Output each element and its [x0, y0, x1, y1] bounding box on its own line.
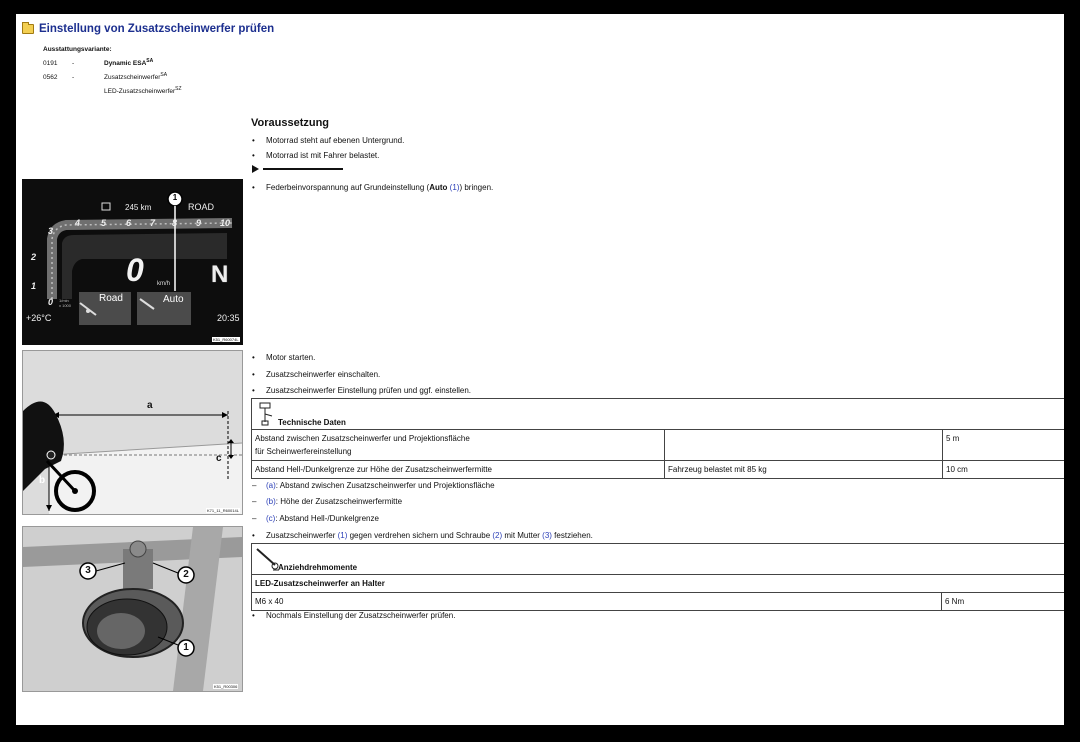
legend-a: – (a): Abstand zwischen Zusatzscheinwerfer und Projektionsfläche	[252, 481, 495, 490]
tech-row0-label1: Abstand zwischen Zusatzscheinwerfer und Projektionsfläche	[255, 434, 470, 443]
dash-tick-4: 4	[75, 218, 81, 228]
dim-label-b: b	[39, 475, 46, 486]
dash-speed: 0	[126, 252, 144, 288]
action-arrow	[252, 165, 343, 173]
torque-value: 6 Nm	[942, 593, 1065, 611]
ausstattung-sep-1: -	[72, 74, 75, 81]
voraussetzung-item-1: • Motorrad ist mit Fahrer belastet.	[252, 151, 380, 160]
legend-b: – (b): Höhe der Zusatzscheinwerfermitte	[252, 497, 403, 506]
dash-tick-1: 1	[31, 281, 37, 291]
ausstattung-name-1: Zusatzscheinwerfer$^{SA}$	[104, 72, 168, 82]
document-page	[16, 14, 1064, 725]
ausstattung-code-1: 0562	[43, 74, 58, 81]
tech-row1-label1: Abstand Hell-/Dunkelgrenze zur Höhe der Zusatzscheinwerfermitte	[252, 461, 665, 479]
dash-road-label: Road	[99, 293, 123, 304]
torque-box	[251, 543, 1064, 611]
document-title: Einstellung von Zusatzscheinwerfer prüfen	[22, 23, 274, 35]
legend-c: – (c): Abstand Hell-/Dunkelgrenze	[252, 514, 379, 523]
tech-row1-cond: Fahrzeug belastet mit 85 kg	[665, 461, 943, 479]
dash-rpm-zero: 0	[48, 297, 54, 307]
step-pruefen: • Zusatzscheinwerfer Einstellung prüfen und ggf. einstellen.	[252, 386, 472, 395]
step-motor: • Motor starten.	[252, 353, 316, 362]
tech-row0-cond	[665, 430, 943, 461]
dash-callout-1: 1	[172, 193, 178, 202]
ausstattung-sep-0: -	[72, 60, 75, 67]
headlight-mount-image	[22, 526, 243, 692]
technical-data-icon	[258, 402, 276, 426]
diagram3-image-code: K51_R00306	[214, 684, 238, 689]
headlight-distance-diagram	[22, 350, 243, 515]
diagram2-image-code: K71_11_R60014L	[207, 508, 239, 513]
table-row	[252, 430, 1064, 461]
torque-heading: Anziehdrehmomente	[278, 563, 358, 572]
technical-data-box	[251, 398, 1064, 479]
dash-riding-mode: ROAD	[188, 202, 215, 212]
dash-gear-indicator: N	[211, 261, 229, 288]
technical-data-heading: Technische Daten	[278, 418, 346, 427]
folder-icon	[22, 24, 34, 34]
tech-row1-value: 10 cm	[943, 461, 1065, 479]
dash-tick-7: 7	[150, 218, 156, 228]
dash-speed-unit: km/h	[157, 281, 171, 287]
dash-tick-3: 3	[48, 226, 54, 236]
dash-tick-6: 6	[126, 218, 132, 228]
dash-fuel-range: 245 km	[125, 203, 152, 212]
dash-tick-5: 5	[101, 218, 107, 228]
dash-rpm-unit2: 1/min	[59, 298, 69, 303]
dash-tick-9: 9	[196, 218, 202, 228]
dash-tick-2: 2	[31, 252, 37, 262]
mount-callout-3: 3	[85, 565, 91, 576]
step-federbein: • Federbeinvorspannung auf Grundeinstellung (Auto (1)) bringen.	[252, 183, 494, 192]
dash-temperature: +26°C	[26, 313, 52, 323]
ausstattung-label: Ausstattungsvariante:	[43, 46, 112, 53]
step-nochmals: • Nochmals Einstellung der Zusatzscheinwerfer prüfen.	[252, 611, 456, 620]
dash-tick-10: 10	[220, 218, 231, 228]
dim-label-c: c	[216, 453, 222, 464]
dash-auto-label: Auto	[163, 294, 184, 305]
voraussetzung-item-0: • Motorrad steht auf ebenen Untergrund.	[252, 136, 405, 145]
step-einschalten: • Zusatzscheinwerfer einschalten.	[252, 370, 381, 379]
dim-label-a: a	[147, 400, 153, 411]
dashboard-image	[22, 179, 243, 345]
torque-spec: M6 x 40	[252, 593, 942, 611]
dash-tick-8: 8	[172, 218, 178, 228]
arrow-right-icon	[252, 165, 259, 173]
dash-clock: 20:35	[217, 313, 240, 323]
tech-row0-value: 5 m	[943, 430, 1065, 461]
ausstattung-name-0: Dynamic $ESA^{SA}$	[104, 58, 154, 68]
table-row	[252, 461, 1064, 479]
mount-callout-1: 1	[183, 642, 189, 653]
table-row	[252, 593, 1064, 611]
dash-rpm-unit: x 1000	[59, 303, 72, 308]
mount-callout-2: 2	[183, 569, 189, 580]
voraussetzung-heading: Voraussetzung	[251, 117, 330, 129]
ausstattung-code-0: 0191	[43, 60, 58, 67]
table-row	[252, 575, 1064, 593]
tech-row0-label2: für Scheinwerfereinstellung	[255, 447, 352, 456]
step-festziehen: • Zusatzscheinwerfer (1) gegen verdrehen sichern und Schraube (2) mit Mutter (3) festziehen.	[252, 531, 593, 540]
torque-subheading: LED-Zusatzscheinwerfer an Halter	[252, 575, 1064, 593]
torque-wrench-icon	[255, 547, 279, 571]
ausstattung-name-2: LED-Zusatzscheinwerfer$^{SZ}$	[104, 86, 182, 96]
dash-image-code: K51_R60074L	[213, 337, 239, 342]
